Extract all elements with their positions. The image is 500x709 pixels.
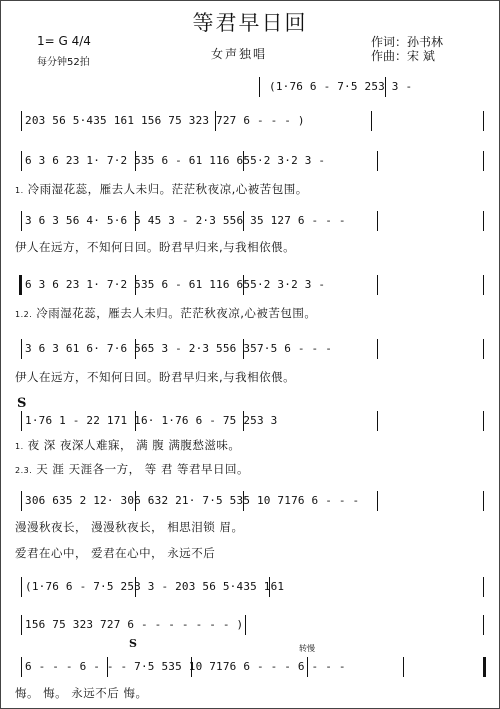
music-row [13, 655, 487, 681]
jianpu-notes: 156 75 323 727 6 - - - - - - - ) [25, 618, 244, 631]
lyric-line: 漫漫秋夜长， 漫漫秋夜长， 相思泪锁 眉。 [15, 520, 244, 534]
jianpu-notes: 3 6 3 61 6· 7·6 565 3 - 2·3 556 357·5 6 - - - [25, 342, 333, 355]
lyric-line: 伊人在远方，不知何日回。盼君早归来,与我相依偎。 [15, 370, 296, 384]
performance-type: 女声独唱 [211, 47, 268, 61]
music-row [13, 489, 487, 515]
jianpu-notes: 6 3 6 23 1· 7·2 535 6 - 61 116 655·2 3·2 3 - [25, 154, 326, 167]
tempo-marking: 每分钟52拍 [37, 57, 90, 68]
lyric-line: 爱君在心中， 爱君在心中， 永远不后 [15, 546, 216, 560]
jianpu-notes: 6 3 6 23 1· 7·2 535 6 - 61 116 655·2 3·2 3 - [25, 278, 326, 291]
music-row [13, 273, 487, 299]
key-signature: 1= G 4/4 [37, 34, 91, 48]
segno-mark: S [17, 396, 27, 411]
lyricist-credit: 作词：孙书林 [371, 35, 444, 49]
jianpu-notes: (1·76 6 - 7·5 253 3 - [269, 80, 413, 93]
lyric-line: 悔。 悔。 永远不后 悔。 [15, 686, 148, 700]
lyric-line: 1. 夜 深 夜深人难寐， 满 腹 满腹愁滋味。 [15, 438, 241, 452]
jianpu-notes: 203 56 5·435 161 156 75 323 727 6 - - - ) [25, 114, 305, 127]
jianpu-notes: 3 6 3 56 4· 5·6 5 45 3 - 2·3 556 35 127 6 - - - [25, 214, 346, 227]
song-title: 等君早日回 [192, 11, 308, 35]
music-row [13, 575, 487, 601]
music-row [13, 109, 487, 135]
music-row [13, 149, 487, 175]
jianpu-notes: (1·76 6 - 7·5 253 3 - 203 56 5·435 161 [25, 580, 285, 593]
music-row [13, 337, 487, 363]
composer-credit: 作曲：宋 斌 [371, 49, 435, 63]
music-row [13, 409, 487, 435]
lyric-line: 1.2. 冷雨湿花蕊，雁去人未归。茫茫秋夜凉,心被苦包围。 [15, 306, 317, 320]
lyric-line: 1. 冷雨湿花蕊，雁去人未归。茫茫秋夜凉,心被苦包围。 [15, 182, 308, 196]
music-row [13, 613, 487, 639]
music-row [13, 75, 487, 101]
lyric-line: 伊人在远方，不知何日回。盼君早归来,与我相依偎。 [15, 240, 296, 254]
music-row [13, 209, 487, 235]
jianpu-notes: 306 635 2 12· 306 632 21· 7·5 535 10 7176 6 - - - [25, 494, 360, 507]
segno-mark: S [129, 637, 137, 650]
lyric-line: 2.3. 天 涯 天涯各一方， 等 君 等君早日回。 [15, 462, 250, 476]
ritardando-mark: 转慢 [299, 644, 315, 653]
jianpu-notes: 1·76 1 - 22 171 16· 1·76 6 - 75 253 3 [25, 414, 278, 427]
jianpu-notes: 6 - - - 6 - - - 7·5 535 10 7176 6 - - - 6 - - - [25, 660, 346, 673]
